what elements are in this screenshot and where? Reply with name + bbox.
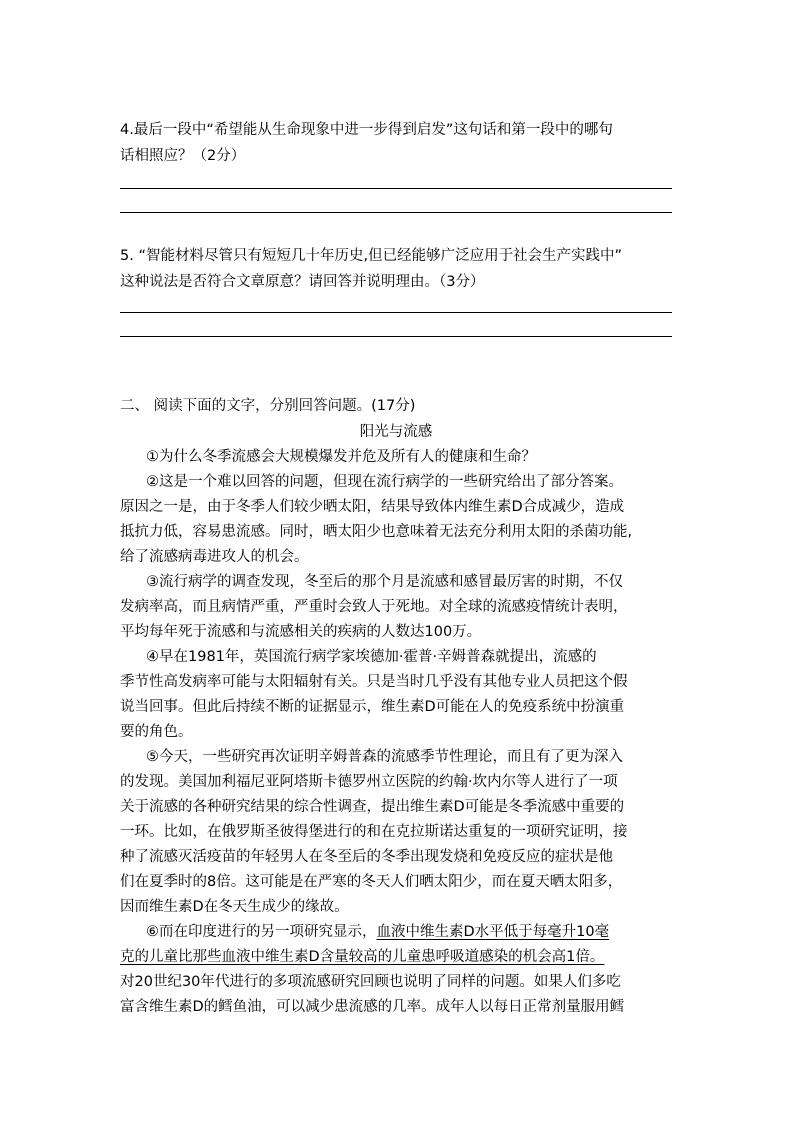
question-5-line-1: 5. “智能材料尽管只有短短几十年历史,但已经能够广泛应用于社会生产实践中” xyxy=(120,248,623,264)
section-heading: 二、 阅读下面的文字，分别回答问题。(17分) xyxy=(120,398,416,414)
paragraph-6-line: 富含维生素D的鳕鱼油，可以减少患流感的几率。成年人以每日正常剂量服用鳕 xyxy=(120,999,625,1015)
paragraph-3-line: 发病率高，而且病情严重，严重时会致人于死地。对全球的流感疫情统计表明， xyxy=(120,599,628,615)
paragraph-5-line: 一环。比如，在俄罗斯圣彼得堡进行的和在克拉斯诺达重复的一项研究证明，接 xyxy=(120,824,628,840)
question-5-line-2: 这种说法是否符合文章原意？请回答并说明理由。（3分） xyxy=(120,274,485,290)
paragraph-5-line: 们在夏季时的8倍。这可能是在严寒的冬天人们晒太阳少，而在夏天晒太阳多， xyxy=(120,874,623,890)
paragraph-4-line: 季节性高发病率可能与太阳辐射有关。只是当时几乎没有其他专业人员把这个假 xyxy=(120,674,628,690)
paragraph-6-underlined-text: 血液中维生素D水平低于每毫升10毫 xyxy=(376,924,610,940)
article-title: 阳光与流感 xyxy=(359,424,433,440)
paragraph-6-plain-text: ⑥而在印度进行的另一项研究显示， xyxy=(146,924,377,940)
question-4-line-2: 话相照应？（2分） xyxy=(120,148,246,164)
paragraph-2-line: 给了流感病毒进攻人的机会。 xyxy=(120,549,309,565)
question-4-line-1: 4.最后一段中“希望能从生命现象中进一步得到启发”这句话和第一段中的哪句 xyxy=(120,122,613,138)
paragraph-6-line: 对20世纪30年代进行的多项流感研究回顾也说明了同样的问题。如果人们多吃 xyxy=(120,974,621,990)
paragraph-5-line: 种了流感灭活疫苗的年轻男人在冬至后的冬季出现发烧和免疫反应的症状是他 xyxy=(120,849,613,865)
paragraph-2-line: 抵抗力低，容易患流感。同时，晒太阳少也意味着无法充分利用太阳的杀菌功能, xyxy=(120,524,633,540)
paragraph-6-line-2 xyxy=(120,947,680,967)
answer-line[interactable] xyxy=(120,212,672,213)
paragraph-5-line: 关于流感的各种研究结果的综合性调查，提出维生素D可能是冬季流感中重要的 xyxy=(120,799,625,815)
paragraph-4-line: 要的角色。 xyxy=(120,724,193,740)
paragraph-2-line: ②这是一个难以回答的问题，但现在流行病学的一些研究给出了部分答案。 xyxy=(146,474,623,490)
paragraph-1-line: ①为什么冬季流感会大规模爆发并危及所有人的健康和生命？ xyxy=(146,449,536,465)
answer-line[interactable] xyxy=(120,312,672,313)
paragraph-4-line: 说当回事。但此后持续不断的证据显示，维生素D可能在人的免疫系统中扮演重 xyxy=(120,699,625,715)
paragraph-6-underlined-text: 克的儿童比那些血液中维生素D含量较高的儿童患呼吸道感染的机会高1倍。 xyxy=(120,949,605,965)
paragraph-5-line: 的发现。美国加利福尼亚阿塔斯卡德罗州立医院的约翰·坎内尔等人进行了一项 xyxy=(120,774,618,790)
paragraph-3-line: 平均每年死于流感和与流感相关的疾病的人数达100万。 xyxy=(120,624,482,640)
answer-line[interactable] xyxy=(120,336,672,337)
paragraph-3-line: ③流行病学的调查发现，冬至后的那个月是流感和感冒最厉害的时期，不仅 xyxy=(146,574,623,590)
paragraph-5-line: ⑤今天，一些研究再次证明辛姆普森的流感季节性理论，而且有了更为深入 xyxy=(146,749,623,765)
paragraph-5-line: 因而维生素D在冬天生成少的缘故。 xyxy=(120,899,349,915)
paragraph-4-line: ④早在1981年，英国流行病学家埃德加·霍普·辛姆普森就提出，流感的 xyxy=(146,649,597,665)
answer-line[interactable] xyxy=(120,188,672,189)
paragraph-2-line: 原因之一是，由于冬季人们较少晒太阳，结果导致体内维生素D合成减少，造成 xyxy=(120,499,625,515)
paragraph-6-line-1 xyxy=(120,922,706,942)
